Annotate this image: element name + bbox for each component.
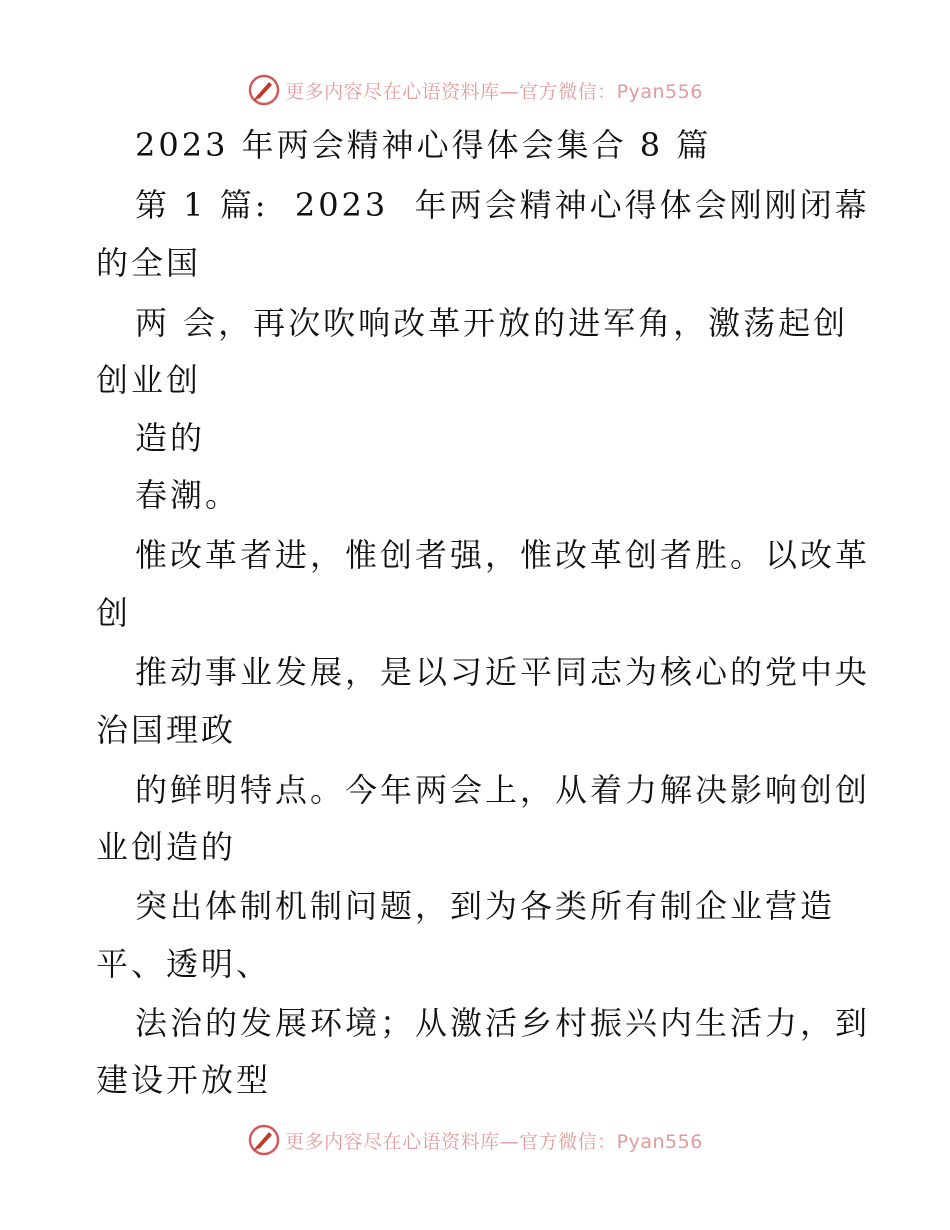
text-line: 春潮。 <box>135 476 241 514</box>
text-line: 惟改革者进，惟创者强，惟改革创者胜。以改革 <box>135 536 871 574</box>
text-line: 创业创 <box>96 361 202 399</box>
text-line: 业创造的 <box>96 828 237 866</box>
text-line: 创 <box>96 594 132 632</box>
text-line: 的全国 <box>96 244 202 282</box>
text-line: 的鲜明特点。今年两会上，从着力解决影响创创 <box>135 771 871 809</box>
text-line: 第 1 篇: 2023 年两会精神心得体会刚刚闭幕 <box>135 186 870 224</box>
text-line: 法治的发展环境；从激活乡村振兴内生活力，到 <box>135 1004 871 1042</box>
text-line: 造的 <box>135 419 206 457</box>
footer-banner-text: 更多内容尽在心语资料库—官方微信：Pyan556 <box>285 1130 703 1153</box>
footer-banner <box>0 1120 950 1160</box>
text-line: 两 会，再次吹响改革开放的进军角，激荡起创 <box>135 304 849 342</box>
document-title: 2023 年两会精神心得体会集合 8 篇 <box>135 126 712 164</box>
text-line: 治国理政 <box>96 711 237 749</box>
header-banner-text: 更多内容尽在心语资料库—官方微信：Pyan556 <box>285 80 703 103</box>
text-line: 突出体制机制问题，到为各类所有制企业营造 <box>135 887 836 925</box>
text-line: 平、透明、 <box>96 945 272 983</box>
text-line: 建设开放型 <box>96 1061 272 1099</box>
quill-logo-icon <box>247 1123 281 1157</box>
text-line: 推动事业发展，是以习近平同志为核心的党中央 <box>135 653 871 691</box>
